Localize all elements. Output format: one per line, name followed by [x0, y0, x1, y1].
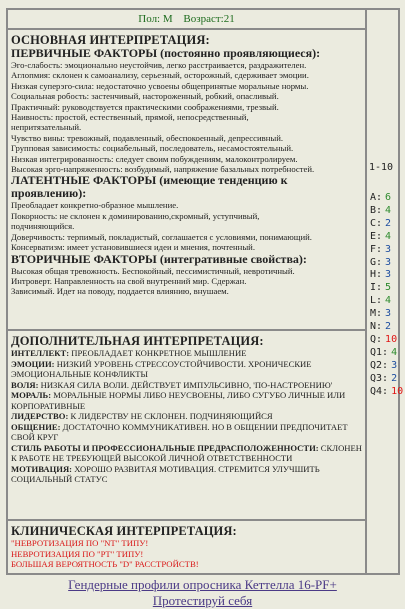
gender-profiles-link[interactable]: Гендерные профили опросника Кеттелла 16-PF+ [68, 577, 337, 592]
result-frame [6, 8, 404, 575]
factor-name: E: [370, 230, 383, 242]
factor-name: N: [370, 321, 383, 332]
factor-row [370, 257, 391, 269]
factor-row [370, 282, 391, 294]
list-item: Покорность: не склонен к доминированию,скромный, уступчивый, [11, 210, 260, 221]
additional-title: ДОПОЛНИТЕЛЬНАЯ ИНТЕРПРЕТАЦИЯ: [11, 334, 264, 348]
morals-label: МОРАЛЬ: [11, 390, 52, 400]
factor-name: M: [370, 308, 383, 320]
factor-value: 10 [391, 385, 404, 397]
factor-row [370, 308, 391, 320]
communication-label: ОБЩЕНИЕ: [11, 421, 61, 432]
factor-row [370, 192, 391, 204]
scale-range-label: 1-10 [369, 162, 394, 173]
factor-row [370, 205, 391, 217]
list-item: подчиняющийся. [11, 221, 75, 232]
list-item: Низкая интегрированность: следует своим побуждениям, малоконтролируем. [11, 153, 298, 164]
motivation-label: МОТИВАЦИЯ: [11, 463, 73, 474]
age-value: 21 [223, 13, 235, 25]
clinical-interpretation [8, 523, 365, 573]
factor-value: 2 [385, 321, 392, 332]
factor-row [370, 321, 391, 333]
factor-scale-column [365, 10, 404, 573]
secondary-factors-list [11, 266, 362, 297]
factor-value: 4 [385, 295, 392, 307]
additional-interpretation [8, 333, 365, 521]
footer-links [0, 577, 405, 609]
motivation-text: ХОРОШО РАЗВИТАЯ МОТИВАЦИЯ. СТРЕМИТСЯ УЛУЧШИТЬ СОЦИАЛЬНЫЙ СТАТУС [11, 463, 320, 484]
list-item: непритязательный. [11, 122, 82, 133]
factor-name: H: [370, 269, 383, 281]
factor-row [370, 347, 397, 359]
intellect-text: ПРЕОБЛАДАЕТ КОНКРЕТНОЕ МЫШЛЕНИЕ [71, 348, 247, 358]
morals-text: МОРАЛЬНЫЕ НОРМЫ ЛИБО НЕУСВОЕНЫ, ЛИБО СУГУБО ЛИЧНЫЕ ИЛИ КОРПОРАТИВНЫЕ [11, 390, 346, 411]
factor-value: 5 [385, 282, 392, 294]
list-item: Высокая общая тревожность. Беспокойный, пессимистичный, невротичный. [11, 265, 295, 276]
factor-name: Q: [370, 333, 383, 345]
latent-factors-list [11, 200, 362, 252]
primary-factors-title: ПЕРВИЧНЫЕ ФАКТОРЫ (постоянно проявляющиеся): [11, 46, 321, 60]
factor-name: Q3: [370, 372, 389, 384]
list-item: Высокая эрго-напряженность: возбудимый, напряжение базальных потребностей. [11, 164, 315, 175]
latent-factors-title: ЛАТЕНТНЫЕ ФАКТОРЫ (имеющие тенденцию к проявлению): [11, 173, 288, 201]
clinical-title: КЛИНИЧЕСКАЯ ИНТЕРПРЕТАЦИЯ: [11, 524, 237, 538]
emotions-label: ЭМОЦИИ: [11, 358, 55, 369]
list-item: Эго-слабость: эмоционально неустойчив, легко расстраивается, раздражителен. [11, 60, 307, 70]
sex-label: Пол: [138, 13, 161, 25]
will-label: ВОЛЯ: [11, 379, 39, 390]
leadership-text: К ЛИДЕРСТВУ НЕ СКЛОНЕН. ПОДЧИНЯЮЩИЙСЯ [70, 411, 273, 421]
factor-name: I: [370, 282, 383, 294]
clinical-item: "НЕВРОТИЗАЦИЯ ПО "NT" ТИПУ! [11, 538, 149, 548]
clinical-item: НЕВРОТИЗАЦИЯ ПО "PT" ТИПУ! [11, 548, 144, 559]
list-item: Низкая суперэго-сила: недостаточно усвоены общепринятые моральные нормы. [11, 80, 309, 91]
leadership-label: ЛИДЕРСТВО: [11, 411, 69, 421]
list-item: Преобладает конкретно-образное мышление. [11, 200, 179, 211]
factor-value: 3 [385, 308, 392, 320]
factor-value: 4 [391, 346, 398, 358]
list-item: Наивность: простой, естественный, прямой, непосредственный, [11, 112, 249, 123]
factor-value: 3 [391, 359, 398, 371]
factor-row [370, 386, 403, 398]
factor-row [370, 360, 397, 372]
intellect-label: ИНТЕЛЛЕКТ: [11, 348, 70, 358]
factor-name: Q4: [370, 385, 389, 397]
factor-value: 6 [385, 192, 392, 203]
main-title: ОСНОВНАЯ ИНТЕРПРЕТАЦИЯ: [11, 33, 210, 47]
age-label: Возраст: [183, 13, 224, 25]
test-yourself-link[interactable]: Протестируй себя [152, 593, 253, 608]
primary-factors-list [11, 60, 362, 174]
factor-value: 3 [385, 256, 392, 268]
list-item: Практичный: руководствуется практическими соображениями, трезвый. [11, 101, 279, 112]
factor-row [370, 373, 397, 385]
factor-value: 4 [385, 230, 392, 242]
factor-row [370, 295, 391, 307]
factor-name: G: [370, 256, 383, 268]
communication-text: ДОСТАТОЧНО КОММУНИКАТИВЕН. НО В ОБЩЕНИИ ПРЕДПОЧИТАЕТ СВОЙ КРУГ [11, 421, 348, 442]
factor-name: C: [370, 217, 383, 229]
list-item: Интроверт. Направленность на свой внутренний мир. Сдержан. [11, 275, 247, 286]
factor-row [370, 231, 391, 243]
list-item: Аглопмия: склонен к самоанализу, серьезный, осторожный, сдерживает эмоции. [11, 70, 309, 81]
sex-value: M [162, 13, 173, 25]
main-interpretation [8, 32, 365, 331]
list-item: Доверчивость: терпимый, покладистый, соглашается с условиями, понимающий. [11, 231, 312, 242]
list-item: Групповая зависимость: социабельный, последователь, несамостоятельный. [11, 143, 294, 154]
list-item: Зависимый. Идет на поводу, поддается влиянию, внушаем. [11, 286, 229, 297]
list-item: Консерватизм: имеет установившиеся идеи и мнения, почтенный. [11, 242, 255, 253]
factor-row [370, 244, 391, 256]
work-style-text: СКЛОНЕН К РАБОТЕ НЕ ТРЕБУЮЩЕЙ ВЫСОКОЙ ЛИЧНОЙ ОТВЕТСТВЕННОСТИ [11, 442, 362, 463]
list-item: Социальная робость: застенчивый, настороженный, робкий, опасливый. [11, 91, 279, 102]
factor-value: 10 [385, 333, 398, 345]
list-item: Чувство вины: тревожный, подавленный, обеспокоенный, депрессивный. [11, 132, 284, 143]
interpretation-panel [8, 10, 365, 573]
factor-name: Q2: [370, 359, 389, 371]
factor-row [370, 269, 391, 281]
factor-name: A: [370, 192, 383, 203]
factor-name: Q1: [370, 346, 389, 358]
factor-value: 2 [391, 372, 398, 384]
factor-row [370, 334, 397, 346]
factor-name: B: [370, 204, 383, 216]
factor-value: 3 [385, 269, 392, 281]
secondary-factors-title: ВТОРИЧНЫЕ ФАКТОРЫ (интегративные свойства): [11, 251, 307, 266]
factor-value: 3 [385, 243, 392, 255]
factor-row [370, 218, 391, 230]
factor-value: 4 [385, 204, 392, 216]
factor-value: 2 [385, 217, 392, 229]
will-text: НИЗКАЯ СИЛА ВОЛИ. ДЕЙСТВУЕТ ИМПУЛЬСИВНО, 'ПО-НАСТРОЕНИЮ' [40, 379, 333, 390]
factor-name: L: [370, 295, 383, 307]
factor-name: F: [370, 243, 383, 255]
clinical-item: БОЛЬШАЯ ВЕРОЯТНОСТЬ "D" РАССТРОЙСТВ! [11, 559, 199, 570]
emotions-text: НИЗКИЙ УРОВЕНЬ СТРЕССОУСТОЙЧИВОСТИ. ХРОНИЧЕСКИЕ ЭМОЦИОНАЛЬНЫЕ КОНФЛИКТЫ [11, 358, 312, 379]
work-style-label: СТИЛЬ РАБОТЫ И ПРОФЕССИОНАЛЬНЫЕ ПРЕДРАСПОЛОЖЕННОСТИ: [11, 442, 319, 453]
respondent-info [8, 10, 365, 30]
